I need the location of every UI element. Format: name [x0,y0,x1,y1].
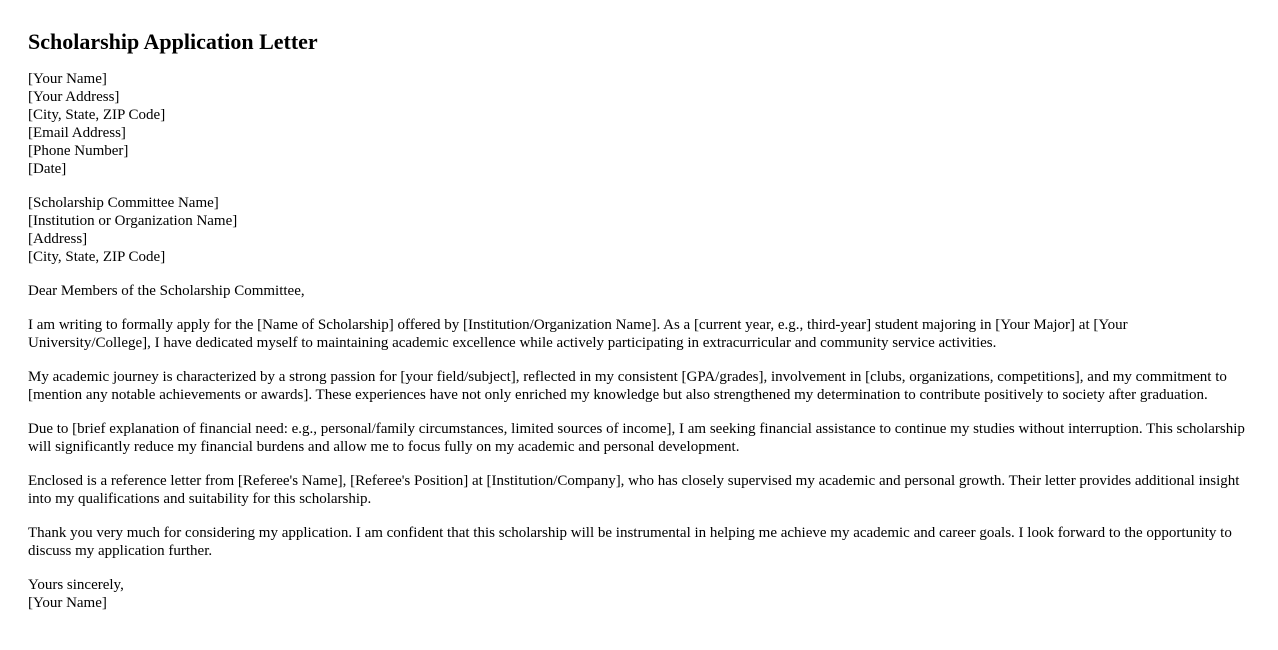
sender-address-block [28,70,1250,178]
recipient-institution: [Institution or Organization Name] [28,213,238,229]
sender-phone: [Phone Number] [28,143,129,159]
body-paragraph-academics: My academic journey is characterized by a strong passion for [your field/subject], reflected in my consistent [GPA/grades], involvement in [clubs, organizations, competitions], and my commitment to [mention any notable achievements or awards]. These experiences have not only enriched my knowledge but also strengthened my determination to contribute positively to society after graduation. [28,369,1227,403]
closing-block [28,576,1250,612]
sender-address: [Your Address] [28,89,120,105]
valediction: Yours sincerely, [28,577,124,593]
sender-name: [Your Name] [28,71,107,87]
body-paragraph-thanks: Thank you very much for considering my application. I am confident that this scholarship will be instrumental in helping me achieve my academic and career goals. I look forward to the opportunity to discuss my application further. [28,525,1232,559]
recipient-address-block [28,194,1250,266]
recipient-address: [Address] [28,231,88,247]
signature-name: [Your Name] [28,595,107,611]
body-paragraph-intro: I am writing to formally apply for the [Name of Scholarship] offered by [Institution/Organization Name]. As a [current year, e.g., third-year] student majoring in [Your Major] at [Your University/College], I have dedicated myself to maintaining academic excellence while actively participating in extracurricular and community service activities. [28,317,1128,351]
recipient-committee: [Scholarship Committee Name] [28,195,219,211]
recipient-city-state-zip: [City, State, ZIP Code] [28,249,166,265]
letter-date: [Date] [28,161,67,177]
body-paragraph-financial-need: Due to [brief explanation of financial need: e.g., personal/family circumstances, limited sources of income], I am seeking financial assistance to continue my studies without interruption. This scholarship will significantly reduce my financial burdens and allow me to focus fully on my academic and personal development. [28,421,1245,455]
body-paragraph-reference: Enclosed is a reference letter from [Referee's Name], [Referee's Position] at [Institution/Company], who has closely supervised my academic and personal growth. Their letter provides additional insight into my qualifications and suitability for this scholarship. [28,473,1240,507]
page-title: Scholarship Application Letter [28,29,318,54]
sender-city-state-zip: [City, State, ZIP Code] [28,107,166,123]
sender-email: [Email Address] [28,125,126,141]
salutation: Dear Members of the Scholarship Committee, [28,283,305,299]
